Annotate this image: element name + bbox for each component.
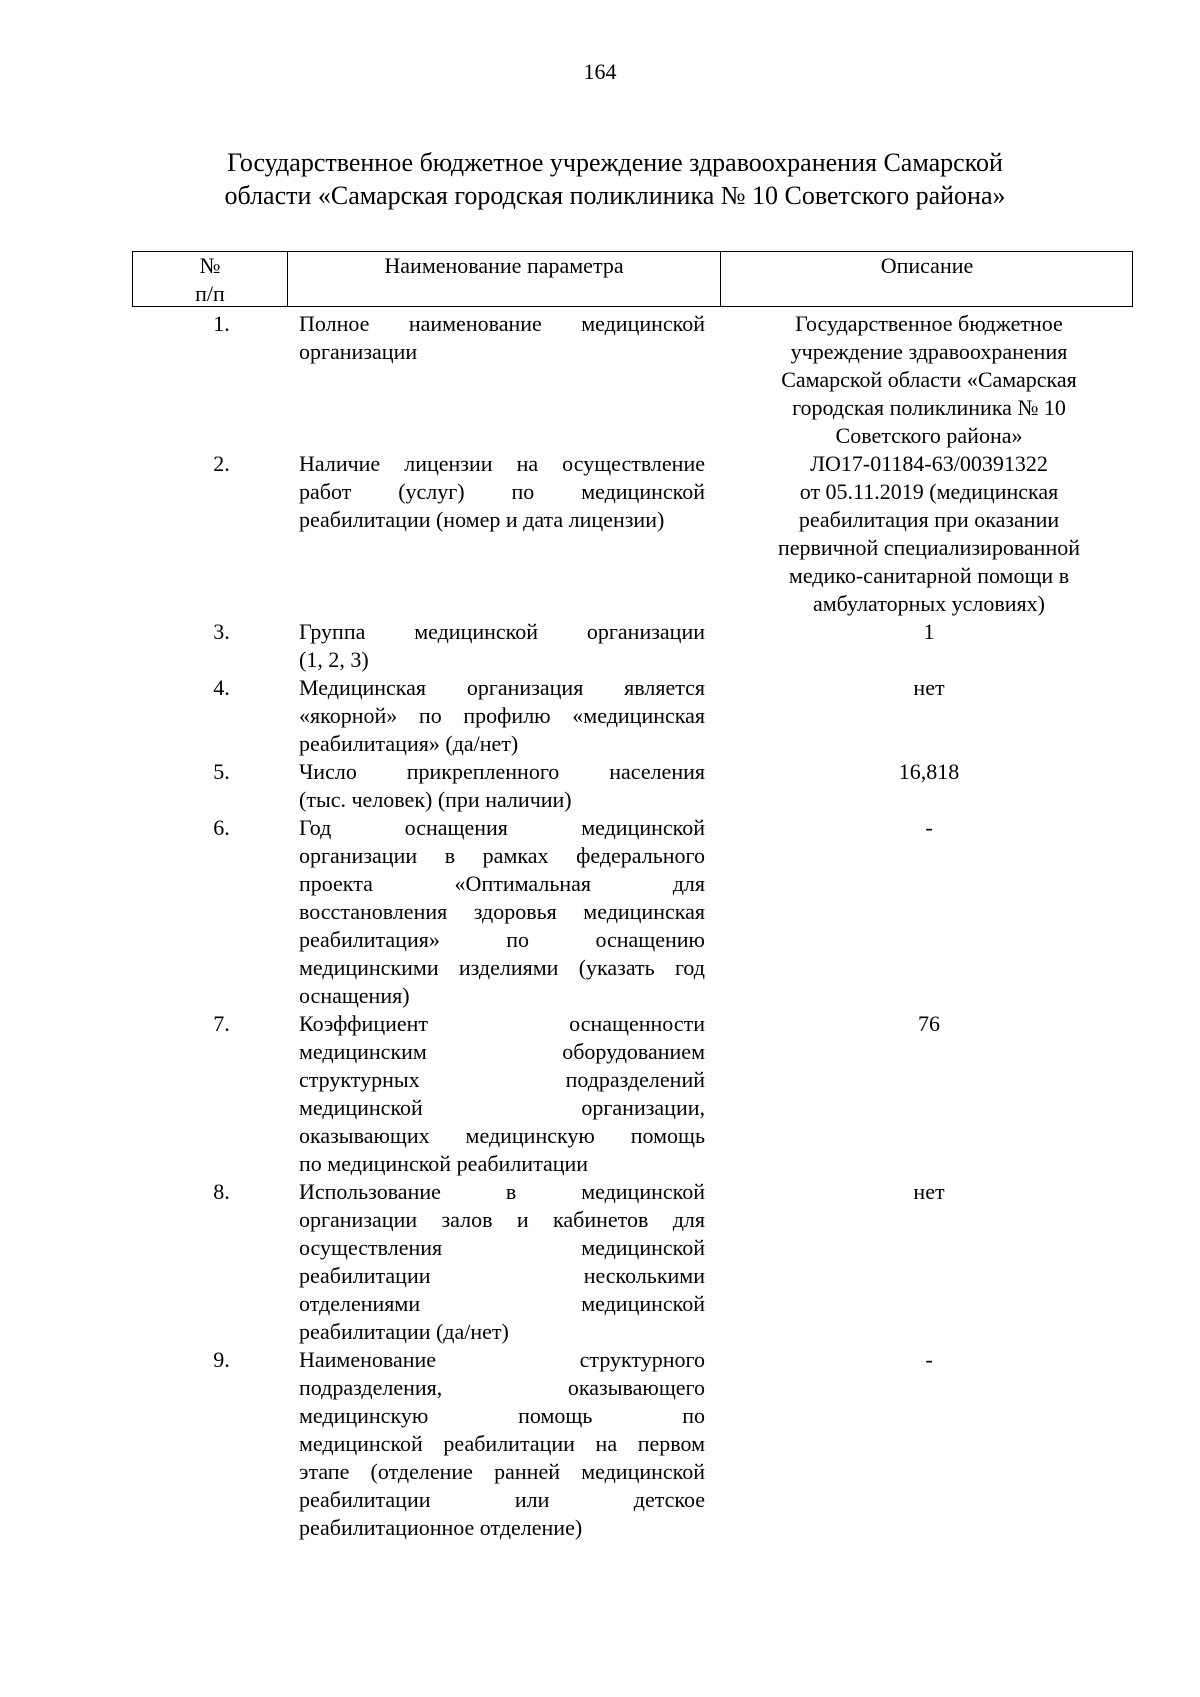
table-row <box>132 674 1133 758</box>
parameter-line: оснащения) <box>299 983 410 1008</box>
row-parameter <box>299 618 705 674</box>
header-number-abbrev: п/п <box>195 281 225 306</box>
parameter-line: проекта «Оптимальная для <box>299 871 705 896</box>
parameter-line: реабилитации несколькими <box>299 1263 705 1288</box>
parameter-line: реабилитации (номер и дата лицензии) <box>299 507 665 532</box>
parameter-line: (тыс. человек) (при наличии) <box>299 787 572 812</box>
description-line: 1 <box>923 619 935 644</box>
parameter-line: Полное наименование медицинской <box>299 311 705 336</box>
row-parameter <box>299 674 705 758</box>
header-parameter <box>288 252 721 306</box>
parameter-line: Наличие лицензии на осуществление <box>299 451 705 476</box>
table-row <box>132 1346 1133 1542</box>
row-description <box>705 1178 1133 1346</box>
description-line: Советского района» <box>835 423 1023 448</box>
row-number: 7. <box>213 1011 230 1036</box>
description-line: Государственное бюджетное <box>795 311 1063 336</box>
row-description <box>705 450 1133 618</box>
description-line: нет <box>913 675 945 700</box>
row-number: 8. <box>213 1179 230 1204</box>
parameter-line: оказывающих медицинскую помощь <box>299 1123 705 1148</box>
description-line: городская поликлиника № 10 <box>792 395 1066 420</box>
row-description <box>705 618 1133 674</box>
description-line: ЛО17-01184-63/00391322 <box>810 451 1048 476</box>
parameter-line: Число прикрепленного населения <box>299 759 705 784</box>
description-line: учреждение здравоохранения <box>790 339 1068 364</box>
parameter-line: работ (услуг) по медицинской <box>299 479 705 504</box>
row-description <box>705 758 1133 814</box>
page-number: 164 <box>583 59 617 84</box>
row-description <box>705 310 1133 450</box>
parameter-line: восстановления здоровья медицинская <box>299 899 705 924</box>
table-row <box>132 450 1133 618</box>
description-line: первичной специализированной <box>777 535 1081 560</box>
parameter-line: «якорной» по профилю «медицинская <box>299 703 705 728</box>
parameter-line: реабилитация» по оснащению <box>299 927 705 952</box>
parameter-line: реабилитации (да/нет) <box>299 1319 509 1344</box>
parameter-line: Медицинская организация является <box>299 675 705 700</box>
row-parameter <box>299 1010 705 1178</box>
header-description <box>721 252 1133 306</box>
table-row <box>132 1010 1133 1178</box>
row-number: 6. <box>213 815 230 840</box>
row-parameter <box>299 814 705 1010</box>
parameter-line: подразделения, оказывающего <box>299 1375 705 1400</box>
parameter-line: организации в рамках федерального <box>299 843 705 868</box>
table-body <box>132 310 1133 1542</box>
description-line: - <box>925 815 933 840</box>
row-number: 5. <box>213 759 230 784</box>
parameter-line: организации <box>299 339 418 364</box>
description-line: медико-санитарной помощи в <box>788 563 1070 588</box>
parameter-line: организации залов и кабинетов для <box>299 1207 705 1232</box>
table-row <box>132 1178 1133 1346</box>
row-parameter <box>299 1346 705 1542</box>
table-row <box>132 814 1133 1010</box>
row-description <box>705 674 1133 758</box>
document-title-line: Государственное бюджетное учреждение здравоохранения Самарской <box>227 148 1003 177</box>
description-line: реабилитация при оказании <box>798 507 1060 532</box>
row-parameter <box>299 310 705 450</box>
parameter-line: отделениями медицинской <box>299 1291 705 1316</box>
header-parameter-label: Наименование параметра <box>384 253 624 278</box>
parameter-line: медицинской реабилитации на первом <box>299 1431 705 1456</box>
parameter-line: медицинской организации, <box>299 1095 705 1120</box>
description-line: Самарской области «Самарская <box>781 367 1077 392</box>
table-row <box>132 310 1133 450</box>
parameter-line: реабилитация» (да/нет) <box>299 731 519 756</box>
parameter-line: медицинскими изделиями (указать год <box>299 955 705 980</box>
row-number: 2. <box>213 451 230 476</box>
row-number: 1. <box>213 311 230 336</box>
parameter-line: осуществления медицинской <box>299 1235 705 1260</box>
header-number <box>133 252 288 306</box>
row-description <box>705 814 1133 1010</box>
document-title <box>150 146 1080 212</box>
description-line: амбулаторных условиях) <box>813 591 1045 616</box>
parameter-line: этапе (отделение ранней медицинской <box>299 1459 705 1484</box>
description-line: 76 <box>918 1011 940 1036</box>
parameter-line: (1, 2, 3) <box>299 647 369 672</box>
parameter-line: Группа медицинской организации <box>299 619 705 644</box>
parameter-line: медицинскую помощь по <box>299 1403 705 1428</box>
document-title-line: области «Самарская городская поликлиника № 10 Советского района» <box>224 181 1006 210</box>
parameter-line: Использование в медицинской <box>299 1179 705 1204</box>
table-header <box>132 251 1133 307</box>
row-parameter <box>299 1178 705 1346</box>
parameter-line: Год оснащения медицинской <box>299 815 705 840</box>
parameter-line: структурных подразделений <box>299 1067 705 1092</box>
row-number: 4. <box>213 675 230 700</box>
header-description-label: Описание <box>880 253 974 278</box>
table-row <box>132 758 1133 814</box>
row-number: 3. <box>213 619 230 644</box>
row-description <box>705 1346 1133 1542</box>
parameter-line: по медицинской реабилитации <box>299 1151 589 1176</box>
parameter-line: Наименование структурного <box>299 1347 705 1372</box>
row-description <box>705 1010 1133 1178</box>
table-row <box>132 618 1133 674</box>
parameter-line: Коэффициент оснащенности <box>299 1011 705 1036</box>
description-line: 16,818 <box>898 759 960 784</box>
header-number-symbol: № <box>199 253 221 278</box>
description-line: от 05.11.2019 (медицинская <box>799 479 1059 504</box>
parameter-line: реабилитации или детское <box>299 1487 705 1512</box>
parameter-line: реабилитационное отделение) <box>299 1515 583 1540</box>
row-number: 9. <box>213 1347 230 1372</box>
row-parameter <box>299 450 705 618</box>
row-parameter <box>299 758 705 814</box>
description-line: нет <box>913 1179 945 1204</box>
parameter-line: медицинским оборудованием <box>299 1039 705 1064</box>
description-line: - <box>925 1347 933 1372</box>
